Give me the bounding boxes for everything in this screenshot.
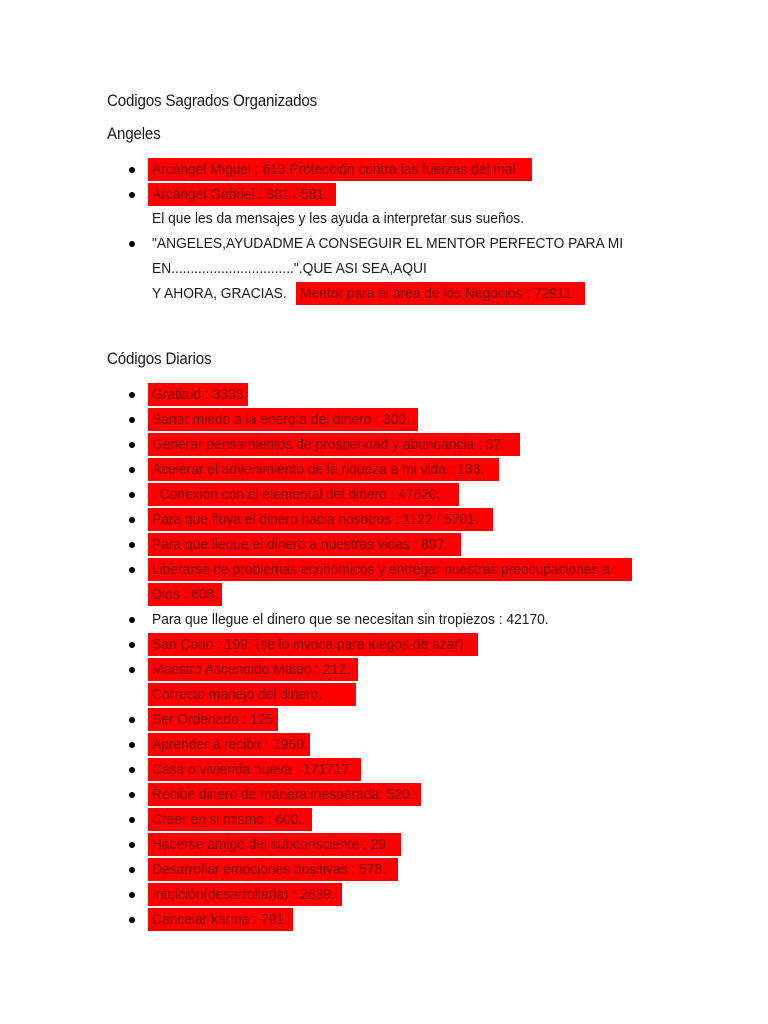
list-item-continuation (0, 683, 768, 708)
list-item (0, 558, 768, 583)
highlight: Correcto manejo del dinero. (148, 683, 356, 706)
list-item-continuation: EN................................".QUE ASI SEA,AQUI (152, 260, 427, 277)
highlight: . Conexión con el elemental del dinero : 47620. (148, 483, 459, 506)
list-item (0, 483, 768, 508)
highlight: Creer en si mismo : 600. (148, 808, 312, 831)
highlight: Para que llegue el dinero a nuestras vidas : 897. (148, 533, 461, 556)
list-item (0, 733, 768, 758)
list-item (0, 158, 768, 183)
highlight: Cancelar karma : 791. (148, 908, 293, 931)
list-item (0, 783, 768, 808)
section-heading-diarios: Códigos Diarios (107, 350, 212, 368)
highlight: San Cono : 199. (se lo invoca para juegos de azar) (148, 633, 478, 656)
bullet-icon (129, 417, 135, 423)
section-heading-angeles: Angeles (107, 125, 161, 143)
list-item (0, 908, 768, 933)
highlight: Ser Ordenado : 125. (148, 708, 278, 731)
bullet-icon (129, 742, 135, 748)
bullet-icon (129, 167, 135, 173)
bullet-icon (129, 192, 135, 198)
list-item (0, 658, 768, 683)
bullet-icon (129, 717, 135, 723)
list-item (0, 758, 768, 783)
list-item-continuation: Y AHORA, GRACIAS. Mentor para el área de los Negocios : 72911. (0, 282, 768, 307)
list-item-continuation (0, 583, 768, 608)
bullet-icon (129, 842, 135, 848)
highlight: Para que fluya el dinero hacia nosotros : 1122 / 5701. (148, 508, 493, 531)
bullet-icon (129, 892, 135, 898)
list-item (0, 433, 768, 458)
highlight: Sanar miedo a la energía del dinero : 300. (148, 408, 418, 431)
bullet-icon (129, 467, 135, 473)
highlight: Maestro Ascendido Mateo : 212. (148, 658, 358, 681)
highlight: Hacerse amigo del subconsciente : 29. (148, 833, 401, 856)
list-item (0, 883, 768, 908)
bullet-icon (129, 517, 135, 523)
bullet-icon (129, 767, 135, 773)
bullet-icon (129, 567, 135, 573)
highlight: Desarrollar emociones positivas : 578. (148, 858, 398, 881)
highlight: Intuición(desarrollarla) : 2639. (148, 883, 342, 906)
bullet-icon (129, 667, 135, 673)
highlight: Liberarse de problemas económicos y entregar nuestras preocupaciones a (148, 558, 632, 581)
bullet-icon (129, 792, 135, 798)
list-item (0, 458, 768, 483)
bullet-icon (129, 617, 135, 623)
highlight: Gratitud : 3333. (148, 383, 248, 406)
list-item (0, 383, 768, 408)
list-item-continuation: El que les da mensajes y les ayuda a interpretar sus sueños. (152, 210, 525, 227)
list-item: Para que llegue el dinero que se necesitan sin tropiezos : 42170. (0, 608, 768, 633)
list-item (0, 633, 768, 658)
document-title: Codigos Sagrados Organizados (107, 92, 318, 110)
highlight: Recibe dinero de manera inesperada: 520. (148, 783, 421, 806)
list-item (0, 408, 768, 433)
bullet-icon (129, 241, 135, 247)
highlight: Generar pensamientos de prosperidad y abundancia : 87. (148, 433, 520, 456)
bullet-icon (129, 392, 135, 398)
highlight: Acelerar el advenimiento de la riqueza a mi vida : 133. (148, 458, 499, 481)
list-item (0, 183, 768, 208)
highlight: Mentor para el área de los Negocios : 72911. (296, 282, 585, 305)
list-item (0, 808, 768, 833)
bullet-icon (129, 642, 135, 648)
highlight: Aprender a recibir : 1950. (148, 733, 310, 756)
highlight: Casa o vivienda nueva : 171717. (148, 758, 361, 781)
bullet-icon (129, 867, 135, 873)
list-item (0, 533, 768, 558)
bullet-icon (129, 442, 135, 448)
list-item (0, 858, 768, 883)
highlight: Dios : 608. (148, 583, 222, 606)
list-item: "ANGELES,AYUDADME A CONSEGUIR EL MENTOR PERFECTO PARA MI (0, 232, 768, 257)
list-item (0, 708, 768, 733)
list-item (0, 508, 768, 533)
list-item (0, 833, 768, 858)
bullet-icon (129, 492, 135, 498)
bullet-icon (129, 917, 135, 923)
bullet-icon (129, 542, 135, 548)
highlight: Arcángel Miguel : 613.Protección contra las fuerzas del mal (148, 158, 532, 181)
highlight: Arcángel Gabriel : 881 / 581. (148, 183, 336, 206)
bullet-icon (129, 817, 135, 823)
